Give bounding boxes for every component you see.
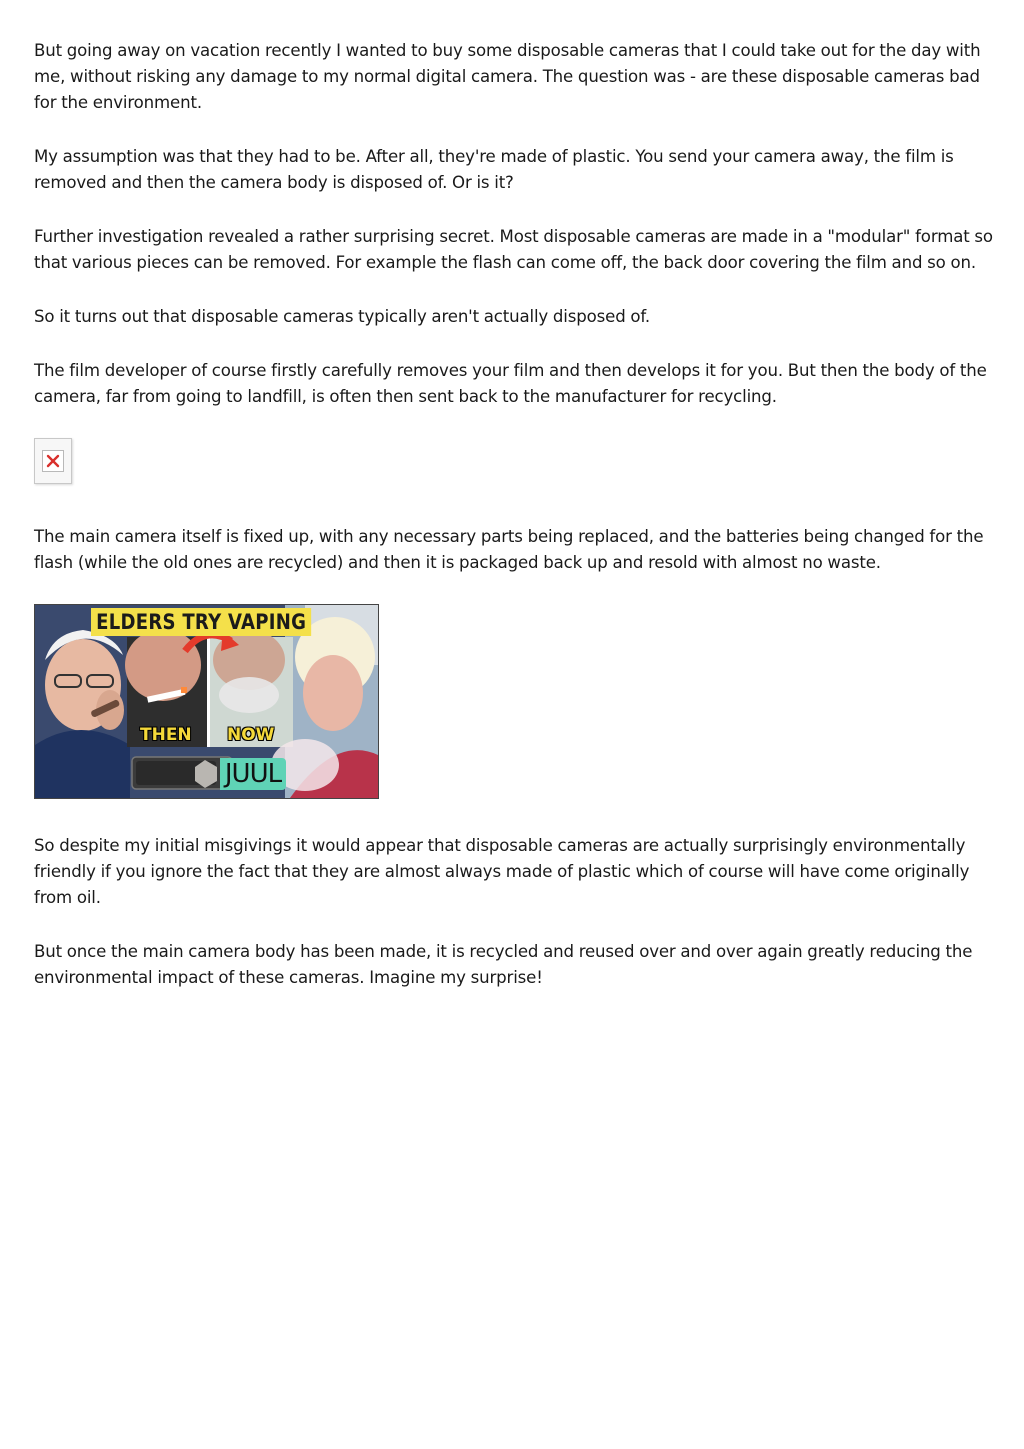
thumbnail-label-now: NOW (227, 725, 275, 745)
article-paragraph-6: The main camera itself is fixed up, with any necessary parts being replaced, and the batteries being changed for the flash (while the old ones are recycled) and then it is packaged back up and resold with almost no waste. (34, 527, 984, 572)
thumbnail-brand-label: JUUL (220, 758, 286, 790)
article-paragraph-8: But once the main camera body has been made, it is recycled and reused over and over again greatly reducing the environmental impact of these cameras. Imagine my surprise! (34, 942, 973, 987)
article-paragraph-7: So despite my initial misgivings it would appear that disposable cameras are actually surprisingly environmentally friendly if you ignore the fact that they are almost always made of plastic which of course will have come originally from oil. (34, 836, 970, 907)
broken-image-icon (42, 450, 64, 472)
thumbnail-label-then: THEN (140, 725, 192, 745)
broken-image-placeholder (34, 438, 72, 484)
close-icon (46, 454, 60, 468)
article-paragraph-5: The film developer of course firstly carefully removes your film and then develops it for you. But then the body of the camera, far from going to landfill, is often then sent back to the manufacturer for recycling. (34, 361, 987, 406)
thumbnail-title: ELDERS TRY VAPING (91, 608, 311, 636)
video-thumbnail-image[interactable] (34, 604, 379, 799)
article-body (34, 38, 994, 1019)
article-paragraph-1: But going away on vacation recently I wanted to buy some disposable cameras that I could take out for the day with me, without risking any damage to my normal digital camera. The question was - are these disposable cameras bad for the environment. (34, 41, 981, 112)
article-paragraph-2: My assumption was that they had to be. After all, they're made of plastic. You send your camera away, the film is removed and then the camera body is disposed of. Or is it? (34, 147, 954, 192)
article-paragraph-4: So it turns out that disposable cameras typically aren't actually disposed of. (34, 307, 651, 326)
article-paragraph-3: Further investigation revealed a rather surprising secret. Most disposable cameras are made in a "modular" format so that various pieces can be removed. For example the flash can come off, the back door covering the film and so on. (34, 227, 993, 272)
